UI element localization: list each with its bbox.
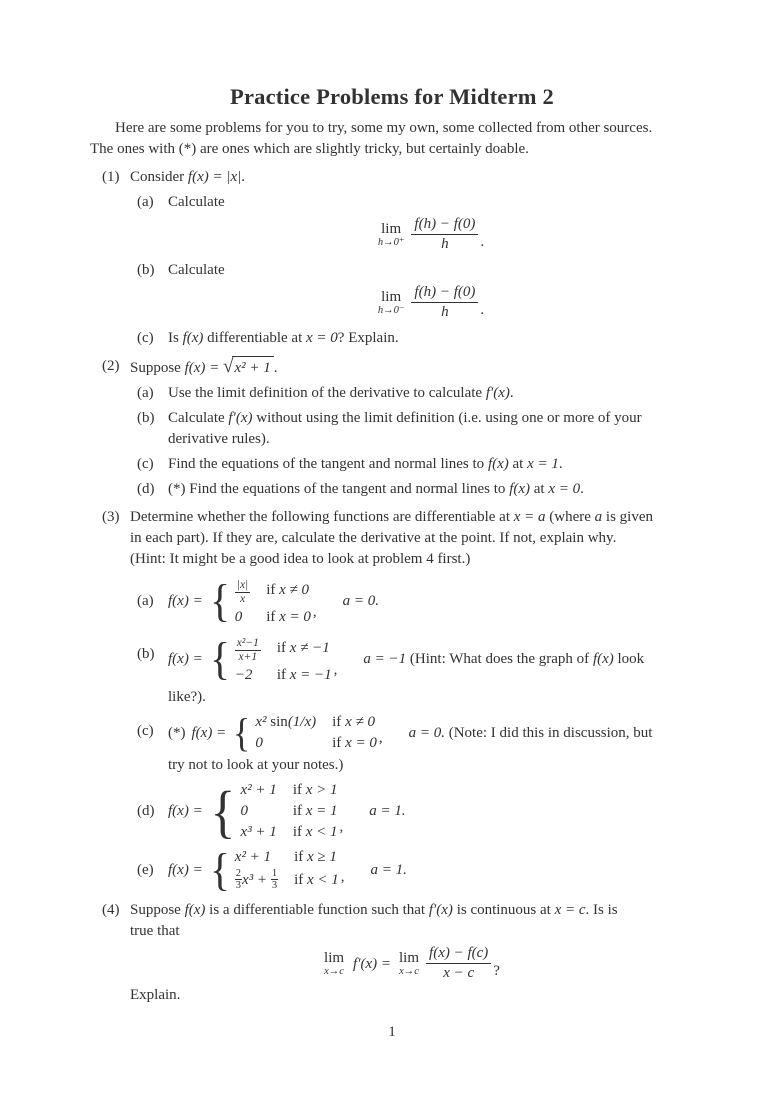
math-segment: (1/x) [287, 714, 317, 730]
math-segment: a = 0. [408, 724, 445, 741]
limit-operator [378, 221, 405, 249]
page-number: 1 [388, 1024, 396, 1040]
limit-word: lim [381, 288, 402, 305]
comma: , [378, 730, 383, 746]
subproblem-label: (b) [137, 262, 155, 278]
radicand: x² + 1 [232, 356, 273, 379]
case-value: 0 [234, 609, 243, 625]
text-segment: . [509, 385, 514, 401]
comma: , [339, 819, 344, 835]
math-segment: x = 0 [306, 330, 338, 346]
text-segment: if [332, 735, 346, 751]
case-condition [261, 632, 332, 665]
limit-subscript: x→c [324, 965, 344, 977]
case-row [241, 822, 338, 843]
fraction-numerator: f(x) − f(c) [426, 945, 491, 964]
case-value: x³ + 1 [240, 824, 277, 840]
case-condition [316, 712, 377, 733]
math-segment: x³ + [242, 871, 271, 888]
case-condition [277, 780, 338, 801]
text-segment: (Hint: What does the graph of [406, 650, 593, 667]
math-segment: x = 0 [279, 609, 311, 625]
left-brace: { [210, 778, 236, 844]
math-segment: x < 1 [305, 824, 338, 840]
subproblem-label: (d) [137, 481, 155, 497]
text-line [130, 167, 694, 188]
fraction-denominator: h [441, 236, 449, 252]
subproblem-content [168, 328, 694, 349]
left-brace: { [209, 575, 230, 627]
document-page [0, 84, 784, 1099]
text-line: true that [130, 923, 180, 939]
text-segment: if [292, 803, 306, 819]
left-brace: { [209, 844, 230, 896]
math-segment: f(x) [182, 330, 204, 346]
fraction-denominator: x [239, 593, 246, 605]
subproblem-content [168, 574, 694, 628]
math-segment: f′(x) = [353, 956, 392, 972]
text-segment: Consider [130, 169, 188, 185]
problem-content [130, 507, 694, 896]
math-segment: f(x) [184, 902, 206, 918]
text-line: like?). [168, 689, 206, 705]
function-expression: f(x) = [168, 650, 203, 667]
math-segment: x = −1 [289, 667, 332, 683]
math-segment: x = 0 [345, 735, 377, 751]
piecewise-cases [235, 847, 339, 893]
left-brace: { [209, 633, 230, 685]
piecewise-cases [235, 632, 332, 686]
subproblem-content [168, 844, 694, 896]
math-segment: x ≥ 1 [306, 849, 337, 865]
problem-label: (3) [102, 509, 120, 525]
case-condition [261, 665, 332, 686]
case-row [255, 733, 376, 754]
comma: , [340, 869, 345, 885]
problem-3e [130, 844, 694, 896]
problem-1a [130, 192, 694, 256]
text-segment: is continuous at [452, 902, 555, 918]
math-segment: f′(x) [485, 385, 510, 401]
subproblem-label: (d) [137, 803, 155, 819]
problem-content [130, 167, 694, 349]
text-segment: Determine whether the following functions are differentiable at [130, 509, 514, 525]
fraction [411, 216, 478, 253]
case-condition [278, 847, 339, 868]
case-value: 0 [255, 735, 263, 751]
case-value: x² + 1 [240, 782, 277, 798]
text-segment: if [294, 872, 307, 888]
math-segment: x = 1 [527, 456, 559, 472]
function-expression: f(x) = [168, 592, 203, 609]
fraction-denominator: x − c [443, 965, 475, 981]
text-line [130, 900, 694, 921]
text-line: Explain. [130, 987, 181, 1003]
subproblem-content [168, 780, 694, 843]
math-segment: a [594, 509, 603, 525]
equation-question-mark: ? [493, 963, 500, 979]
subproblem-label: (e) [137, 861, 154, 878]
fraction-numerator: f(h) − f(0) [411, 284, 478, 303]
piecewise-definition [168, 780, 694, 843]
problem-3b [130, 632, 694, 708]
function-expression: f(x) = [191, 724, 227, 741]
subproblem-label: (c) [137, 330, 154, 346]
text-segment: Find the equations of the tangent and normal lines to [168, 456, 488, 472]
display-equation [168, 284, 694, 321]
math-segment: x = 0 [548, 481, 581, 497]
piecewise-definition [168, 844, 694, 896]
problem-2 [90, 356, 694, 500]
fraction-numerator: x²−1 [236, 637, 259, 649]
intro-line-2: The ones with (*) are ones which are slightly tricky, but certainly doable. [90, 141, 529, 157]
fraction [271, 868, 278, 891]
subproblem-label: (a) [137, 194, 154, 210]
limit-word: lim [324, 949, 345, 966]
text-line [168, 454, 694, 475]
fraction-numerator: 1 [271, 868, 278, 879]
text-segment: (where [545, 509, 595, 525]
piecewise-definition [168, 712, 694, 754]
text-segment: is a differentiable function such that [205, 902, 429, 918]
radical-sign: √ [223, 356, 234, 377]
case-condition [250, 574, 311, 607]
problem-4 [90, 900, 694, 1006]
text-line: try not to look at your notes.) [168, 757, 344, 773]
text-line [168, 383, 694, 404]
text-segment: Is [168, 330, 183, 346]
text-segment: look [613, 650, 645, 667]
problem-3c [130, 712, 694, 776]
text-segment: Suppose [130, 360, 185, 376]
limit-subscript: h→0⁺ [377, 236, 405, 248]
case-row [235, 868, 339, 893]
limit-subscript: x→c [399, 965, 419, 977]
case-condition [250, 607, 311, 628]
text-line: Calculate [168, 194, 225, 210]
problem-3 [90, 507, 694, 896]
case-row [235, 574, 311, 607]
text-segment: . [580, 481, 584, 497]
problem-label: (2) [102, 358, 120, 374]
math-segment: x ≠ 0 [279, 582, 310, 598]
problem-content [130, 356, 694, 500]
case-value: x² + 1 [234, 849, 272, 865]
case-row [241, 801, 338, 822]
subproblem-content [168, 408, 694, 450]
problem-2d [130, 479, 694, 500]
problem-3a [130, 574, 694, 628]
case-condition [316, 733, 377, 754]
case-row [235, 607, 311, 628]
math-segment: a = −1 [363, 650, 407, 667]
math-segment: f(x) = [184, 360, 224, 376]
case-tail [363, 649, 644, 670]
text-segment: if [276, 640, 290, 656]
problem-2a [130, 383, 694, 404]
text-segment: Use the limit definition of the derivative to calculate [168, 385, 486, 401]
math-segment: x ≠ −1 [289, 640, 330, 656]
subproblem-content [168, 632, 694, 708]
math-segment: x² [255, 714, 267, 730]
problem-content [130, 900, 694, 1006]
subproblem-label: (b) [137, 646, 155, 662]
text-segment: is given [602, 509, 654, 525]
fraction [411, 284, 478, 321]
text-segment: ? Explain. [337, 330, 399, 346]
case-value [235, 574, 250, 607]
text-line [168, 479, 694, 500]
case-row [235, 665, 332, 686]
page-title: Practice Problems for Midterm 2 [230, 84, 554, 109]
case-tail [409, 723, 653, 744]
case-value [235, 868, 278, 893]
limit-word: lim [381, 220, 402, 237]
math-segment: x = 1 [305, 803, 338, 819]
case-row [235, 847, 339, 868]
piecewise-cases [241, 780, 338, 843]
piecewise-cases [255, 712, 376, 754]
problem-2b [130, 408, 694, 450]
subproblem-content [168, 479, 694, 500]
text-segment: without using the limit definition (i.e. using one or more of your [252, 410, 642, 426]
problem-3d [130, 780, 694, 843]
text-segment: at [530, 481, 549, 497]
case-value: −2 [234, 667, 253, 683]
subproblem-label: (b) [137, 410, 155, 426]
text-segment: differentiable at [203, 330, 307, 346]
left-brace: { [233, 710, 251, 755]
subproblem-content [168, 383, 694, 404]
text-line: Calculate [168, 262, 225, 278]
case-condition [278, 868, 339, 893]
limit-word: lim [399, 949, 420, 966]
piecewise-definition [168, 632, 694, 686]
math-segment: x = a [513, 509, 546, 525]
text-line: derivative rules). [168, 431, 270, 447]
intro-paragraph [90, 118, 694, 160]
case-value [255, 712, 316, 733]
math-segment: x < 1 [306, 872, 339, 888]
case-tail: a = 1. [369, 803, 406, 819]
limit-subscript: h→0⁻ [377, 304, 405, 316]
fraction-denominator: x+1 [238, 651, 258, 663]
intro-line-1: Here are some problems for you to try, some my own, some collected from other sources. [115, 120, 653, 136]
text-line [168, 408, 694, 429]
case-row [255, 712, 376, 733]
text-segment: . [273, 360, 278, 376]
fraction [426, 945, 491, 982]
subproblem-label: (c) [137, 723, 154, 739]
math-segment: f(x) [509, 481, 531, 497]
text-segment: (*) Find the equations of the tangent and normal lines to [168, 481, 510, 497]
fraction [235, 579, 250, 606]
fraction-numerator: |x| [236, 579, 249, 591]
subproblem-content [168, 192, 694, 256]
text-segment: sin [266, 714, 288, 730]
text-segment: (Note: I did this in discussion, but [444, 724, 653, 741]
text-segment: if [294, 849, 307, 865]
text-segment: if [292, 782, 306, 798]
math-segment: f′(x) [228, 410, 253, 426]
text-line [130, 507, 694, 528]
subproblem-label: (c) [137, 456, 154, 472]
case-value [235, 632, 261, 665]
case-value: 0 [240, 803, 249, 819]
text-segment: if [332, 714, 346, 730]
fraction [235, 637, 261, 664]
tricky-marker: (*) [168, 724, 186, 741]
fraction-denominator: 3 [271, 880, 278, 891]
comma: , [333, 662, 338, 678]
text-segment: if [266, 582, 280, 598]
text-line: in each part). If they are, calculate the derivative at the point. If not, explain why. [130, 530, 617, 546]
text-segment: if [266, 609, 280, 625]
limit-operator [378, 289, 405, 317]
fraction-numerator: f(h) − f(0) [411, 216, 478, 235]
case-tail: a = 1. [370, 861, 407, 878]
problem-1 [90, 167, 694, 349]
problem-label: (1) [102, 169, 120, 185]
text-segment: if [276, 667, 290, 683]
case-row [235, 632, 332, 665]
math-segment: f′(x) [428, 902, 453, 918]
math-segment: f(x) = |x| [187, 169, 242, 185]
text-line [130, 356, 694, 379]
subproblem-content [168, 712, 694, 776]
function-expression: f(x) = [168, 803, 203, 819]
limit-operator [324, 950, 344, 978]
subproblem-label: (a) [137, 385, 154, 401]
fraction [235, 868, 242, 891]
equation-period: . [480, 234, 485, 250]
text-segment: Calculate [168, 410, 229, 426]
math-segment: x = c [554, 902, 586, 918]
subproblem-label: (a) [137, 592, 154, 609]
function-expression: f(x) = [168, 861, 203, 878]
math-segment: f(x) [487, 456, 509, 472]
fraction-numerator: 2 [235, 868, 242, 879]
limit-operator [399, 950, 419, 978]
text-segment: at [508, 456, 528, 472]
math-segment: f(x) [592, 650, 614, 667]
text-line [168, 328, 694, 349]
text-segment: . [241, 169, 246, 185]
fraction-denominator: 3 [235, 880, 242, 891]
case-condition [277, 801, 338, 822]
piecewise-cases [235, 574, 311, 628]
case-tail: a = 0. [342, 592, 380, 609]
problem-label: (4) [102, 902, 120, 918]
comma: , [312, 604, 317, 620]
problem-1b [130, 260, 694, 324]
math-segment: x > 1 [305, 782, 338, 798]
fraction-denominator: h [441, 304, 449, 320]
text-segment: Suppose [130, 902, 185, 918]
case-condition [277, 822, 338, 843]
text-segment: . [558, 456, 563, 472]
square-root [223, 356, 274, 379]
display-equation [168, 216, 694, 253]
equation-period: . [480, 302, 485, 318]
subproblem-content [168, 454, 694, 475]
problem-1c [130, 328, 694, 349]
math-segment: x ≠ 0 [345, 714, 375, 730]
problem-2c [130, 454, 694, 475]
text-segment: if [292, 824, 306, 840]
text-line: (Hint: It might be a good idea to look at problem 4 first.) [130, 551, 471, 567]
piecewise-definition [168, 574, 694, 628]
subproblem-content [168, 260, 694, 324]
text-segment: . Is is [585, 902, 618, 918]
display-equation [130, 945, 694, 982]
case-row [241, 780, 338, 801]
